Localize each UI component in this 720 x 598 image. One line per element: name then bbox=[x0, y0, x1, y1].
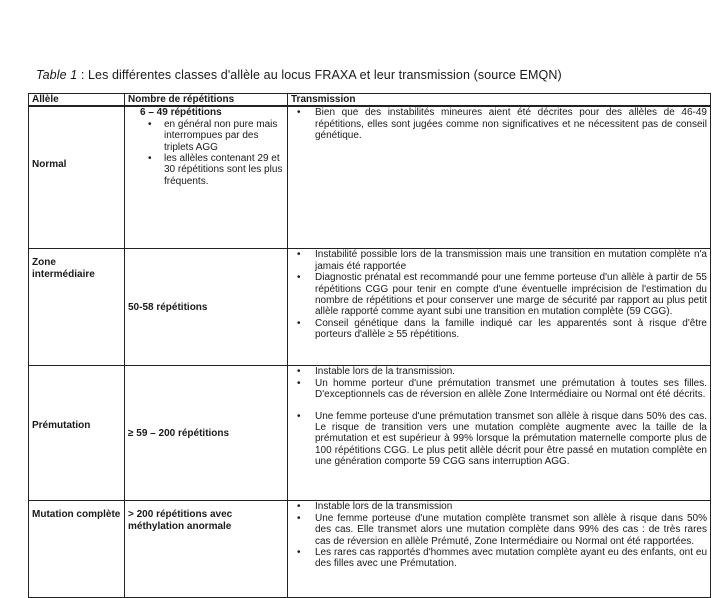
table-number: Table 1 bbox=[36, 68, 78, 82]
repeats-notes-list bbox=[128, 119, 284, 187]
table-row-normal bbox=[29, 106, 711, 249]
list-item: • les allèles contenant 29 et 30 répétitions sont les plus fréquents. bbox=[128, 153, 284, 187]
list-item: • Une femme porteuse d'une mutation complète transmet son allèle à risque dans 50% des cas. Elle transmet alors une mutation complète dans 99% des cas : de très rares cas de réversion en allèle Prémuté, Zone Intermédiaire ou Normal ont été rapportées. bbox=[291, 513, 707, 547]
repeats-title: 6 – 49 répétitions bbox=[140, 107, 222, 119]
cell-allele-normal bbox=[29, 106, 125, 249]
list-item: • Bien que des instabilités mineures aient été décrites pour des allèles de 46-49 répétitions, elles sont jugées comme non significatives et ne nécessitent pas de conseil génétique. bbox=[291, 107, 707, 141]
list-item: • Instable lors de la transmission. bbox=[291, 366, 707, 377]
list-item: • Instabilité possible lors de la transmission mais une transition en mutation complète n'a jamais été rapportée bbox=[291, 249, 707, 272]
transmission-list bbox=[291, 249, 707, 340]
cell-repeats-normal bbox=[125, 106, 288, 249]
cell-repeats-premutation bbox=[125, 366, 288, 501]
transmission-list bbox=[291, 501, 707, 569]
repeats-value: > 200 répétitions avec méthylation anormale bbox=[128, 509, 233, 532]
list-item: • Un homme porteur d'une prémutation transmet une prémutation à toutes ses filles. D'exceptionnels cas de réversion en allèle Zone Intermédiaire ou Normal ont été décrits. bbox=[291, 378, 707, 401]
table-row-mutation bbox=[29, 501, 711, 598]
transmission-list bbox=[291, 107, 707, 141]
list-item: • Une femme porteuse d'une prémutation transmet son allèle à risque dans 50% des cas. Le risque de transition vers une mutation complète augmente avec la taille de la prémutation et est supérieur à 99% lorsque la prémutation maternelle comporte plus de 100 répétitions CGG. Le plus petit allèle décrit pour être passé en mutation complète en une génération comporte 59 CGG sans interruption AGG. bbox=[291, 411, 707, 468]
repeats-value: 50-58 répétitions bbox=[128, 301, 208, 313]
cell-allele-intermediaire bbox=[29, 249, 125, 366]
allele-label: Zone intermédiaire bbox=[32, 257, 95, 280]
header-repeats: Nombre de répétitions bbox=[125, 94, 288, 107]
cell-transmission-normal bbox=[288, 106, 711, 249]
cell-transmission-premutation bbox=[288, 366, 711, 501]
header-row bbox=[29, 94, 711, 107]
allele-label: Normal bbox=[32, 159, 67, 171]
list-item: • Conseil génétique dans la famille indiqué car les apparentés sont à risque d'être porteurs d'allèle ≥ 55 répétitions. bbox=[291, 318, 707, 341]
allele-label: Mutation complète bbox=[32, 509, 121, 521]
cell-transmission-intermediaire bbox=[288, 249, 711, 366]
header-allele: Allèle bbox=[29, 94, 125, 107]
cell-allele-mutation bbox=[29, 501, 125, 598]
header-transmission: Transmission bbox=[288, 94, 711, 107]
list-item: • en général non pure mais interrompues par des triplets AGG bbox=[128, 119, 284, 153]
list-item: • Les rares cas rapportés d'hommes avec mutation complète ayant eu des enfants, ont eu des filles avec une Prémutation. bbox=[291, 547, 707, 570]
allele-classes-table bbox=[28, 93, 711, 598]
allele-label: Prémutation bbox=[32, 419, 91, 431]
table-row-premutation bbox=[29, 366, 711, 501]
repeats-value: ≥ 59 – 200 répétitions bbox=[128, 427, 230, 439]
caption-text: : Les différentes classes d'allèle au locus FRAXA et leur transmission (source EMQN) bbox=[77, 68, 562, 82]
transmission-list bbox=[291, 366, 707, 467]
table-caption bbox=[36, 68, 562, 82]
list-item: • Instable lors de la transmission bbox=[291, 501, 707, 512]
cell-repeats-mutation bbox=[125, 501, 288, 598]
cell-transmission-mutation bbox=[288, 501, 711, 598]
table-row-intermediaire bbox=[29, 249, 711, 366]
cell-repeats-intermediaire bbox=[125, 249, 288, 366]
list-item: • Diagnostic prénatal est recommandé pour une femme porteuse d'un allèle à partir de 55 répétitions CGG pour tenir en compte d'une éventuelle imprécision de l'estimation du nombre de répétitions et pour conserver une marge de sécurité par rapport au plus petit allèle rapporté comme ayant subi une transition en mutation complète (59 CGG). bbox=[291, 272, 707, 318]
cell-allele-premutation bbox=[29, 366, 125, 501]
